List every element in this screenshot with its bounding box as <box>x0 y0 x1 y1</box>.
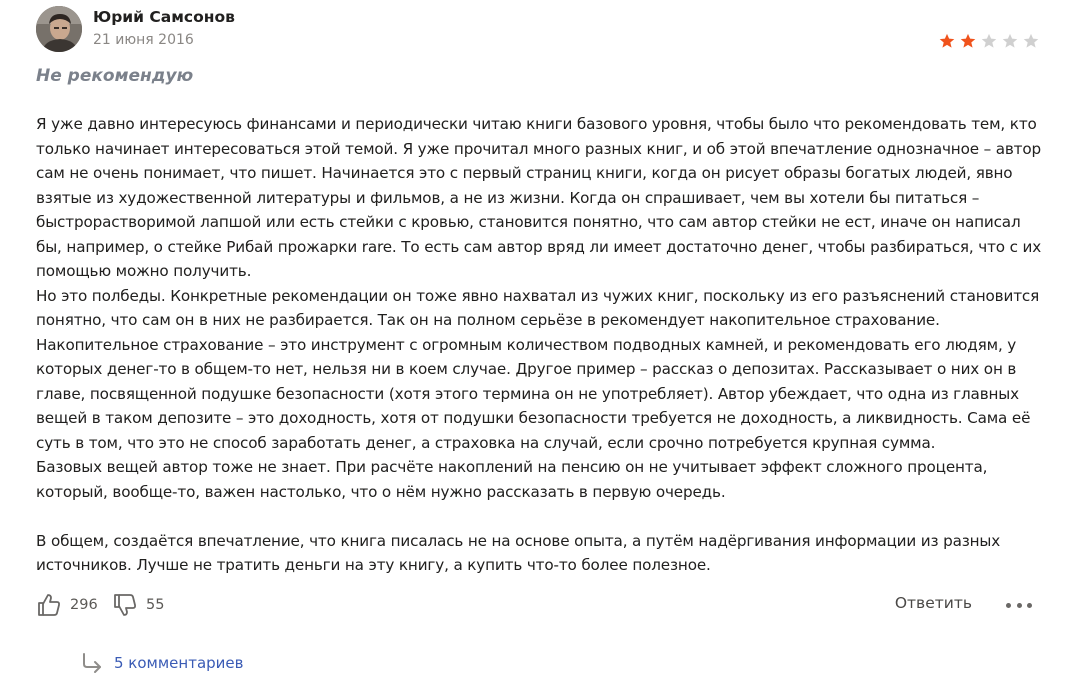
author-name[interactable]: Юрий Самсонов <box>93 8 235 26</box>
review-paragraph: Накопительное страхование – это инструмент с огромным количеством подводных камней, и рекомендовать его людям, у которых денег-то в общем-то нет, нельзя ни в коем случае. Другое пример – рассказ о депозитах. Рассказывает о них он в главе, посвященной подушке безопасности (хотя этого термина он не употребляет). Автор убеждает, что одна из главных вещей в таком депозите – это доходность, хотя от подушки безопасности требуется не доходность, а ликвидность. Сама её суть в том, что это не способ заработать денег, а страховка на случай, если срочно потребуется крупная сумма. <box>36 335 1031 452</box>
like-button[interactable] <box>36 590 98 620</box>
review-paragraph: Я уже давно интересуюсь финансами и периодически читаю книги базового уровня, чтобы было что рекомендовать тем, кто только начинает интересоваться этой темой. Я уже прочитал много разных книг, и об этой впечатление однозначное – автор сам не очень понимает, что пишет. Начинается это с первый страниц книги, когда он рисует образы богатых людей, явно взятые из художественной литературы и фильмов, а не из жизни. Когда он спрашивает, чем вы хотели бы питаться – быстрорастворимой лапшой или есть стейки с кровью, становится понятно, что сам автор стейки не ест, иначе он написал бы, например, о стейке Рибай прожарки rare. То есть сам автор вряд ли имеет достаточно денег, чтобы разбираться, что с их помощью можно получить. <box>36 115 1042 280</box>
dot <box>1027 603 1032 608</box>
avatar-photo <box>36 6 82 52</box>
star-empty-icon <box>1001 32 1019 50</box>
review-date: 21 июня 2016 <box>93 32 194 48</box>
review-paragraph: Базовых вещей автор тоже не знает. При расчёте накоплений на пенсию он не учитывает эффект сложного процента, который, вообще-то, важен настолько, что о нём нужно рассказать в первую очередь. <box>36 458 988 501</box>
dot <box>1006 603 1011 608</box>
avatar[interactable] <box>36 6 82 52</box>
star-rating <box>938 32 1040 50</box>
review-actions <box>36 590 1040 620</box>
comments-count-link[interactable]: 5 комментариев <box>114 654 244 672</box>
reply-arrow-icon <box>80 652 104 674</box>
thumbs-down-icon <box>112 592 138 618</box>
reply-button[interactable]: Ответить <box>894 594 972 612</box>
dislike-count: 55 <box>146 597 165 613</box>
more-dots-icon[interactable] <box>1006 596 1032 614</box>
review-body <box>36 112 1046 578</box>
star-empty-icon <box>980 32 998 50</box>
star-empty-icon <box>1022 32 1040 50</box>
like-count: 296 <box>70 597 98 613</box>
dot <box>1017 603 1022 608</box>
star-filled-icon <box>938 32 956 50</box>
review-paragraph: В общем, создаётся впечатление, что книга писалась не на основе опыта, а путём надёргивания информации из разных источников. Лучше не тратить деньги на эту книгу, а купить что-то более полезное. <box>36 531 1001 574</box>
dislike-button[interactable] <box>112 590 164 620</box>
review-paragraph: Но это полбеды. Конкретные рекомендации он тоже явно нахватал из чужих книг, поскольку из его разъяснений становится понятно, что сам он в них не разбирается. Так он на полном серьёзе в рекомендует накопительное страхование. <box>36 286 1040 329</box>
thumbs-up-icon <box>36 592 62 618</box>
review-title: Не рекомендую <box>36 66 194 86</box>
star-filled-icon <box>959 32 977 50</box>
comments-link[interactable] <box>80 652 244 674</box>
